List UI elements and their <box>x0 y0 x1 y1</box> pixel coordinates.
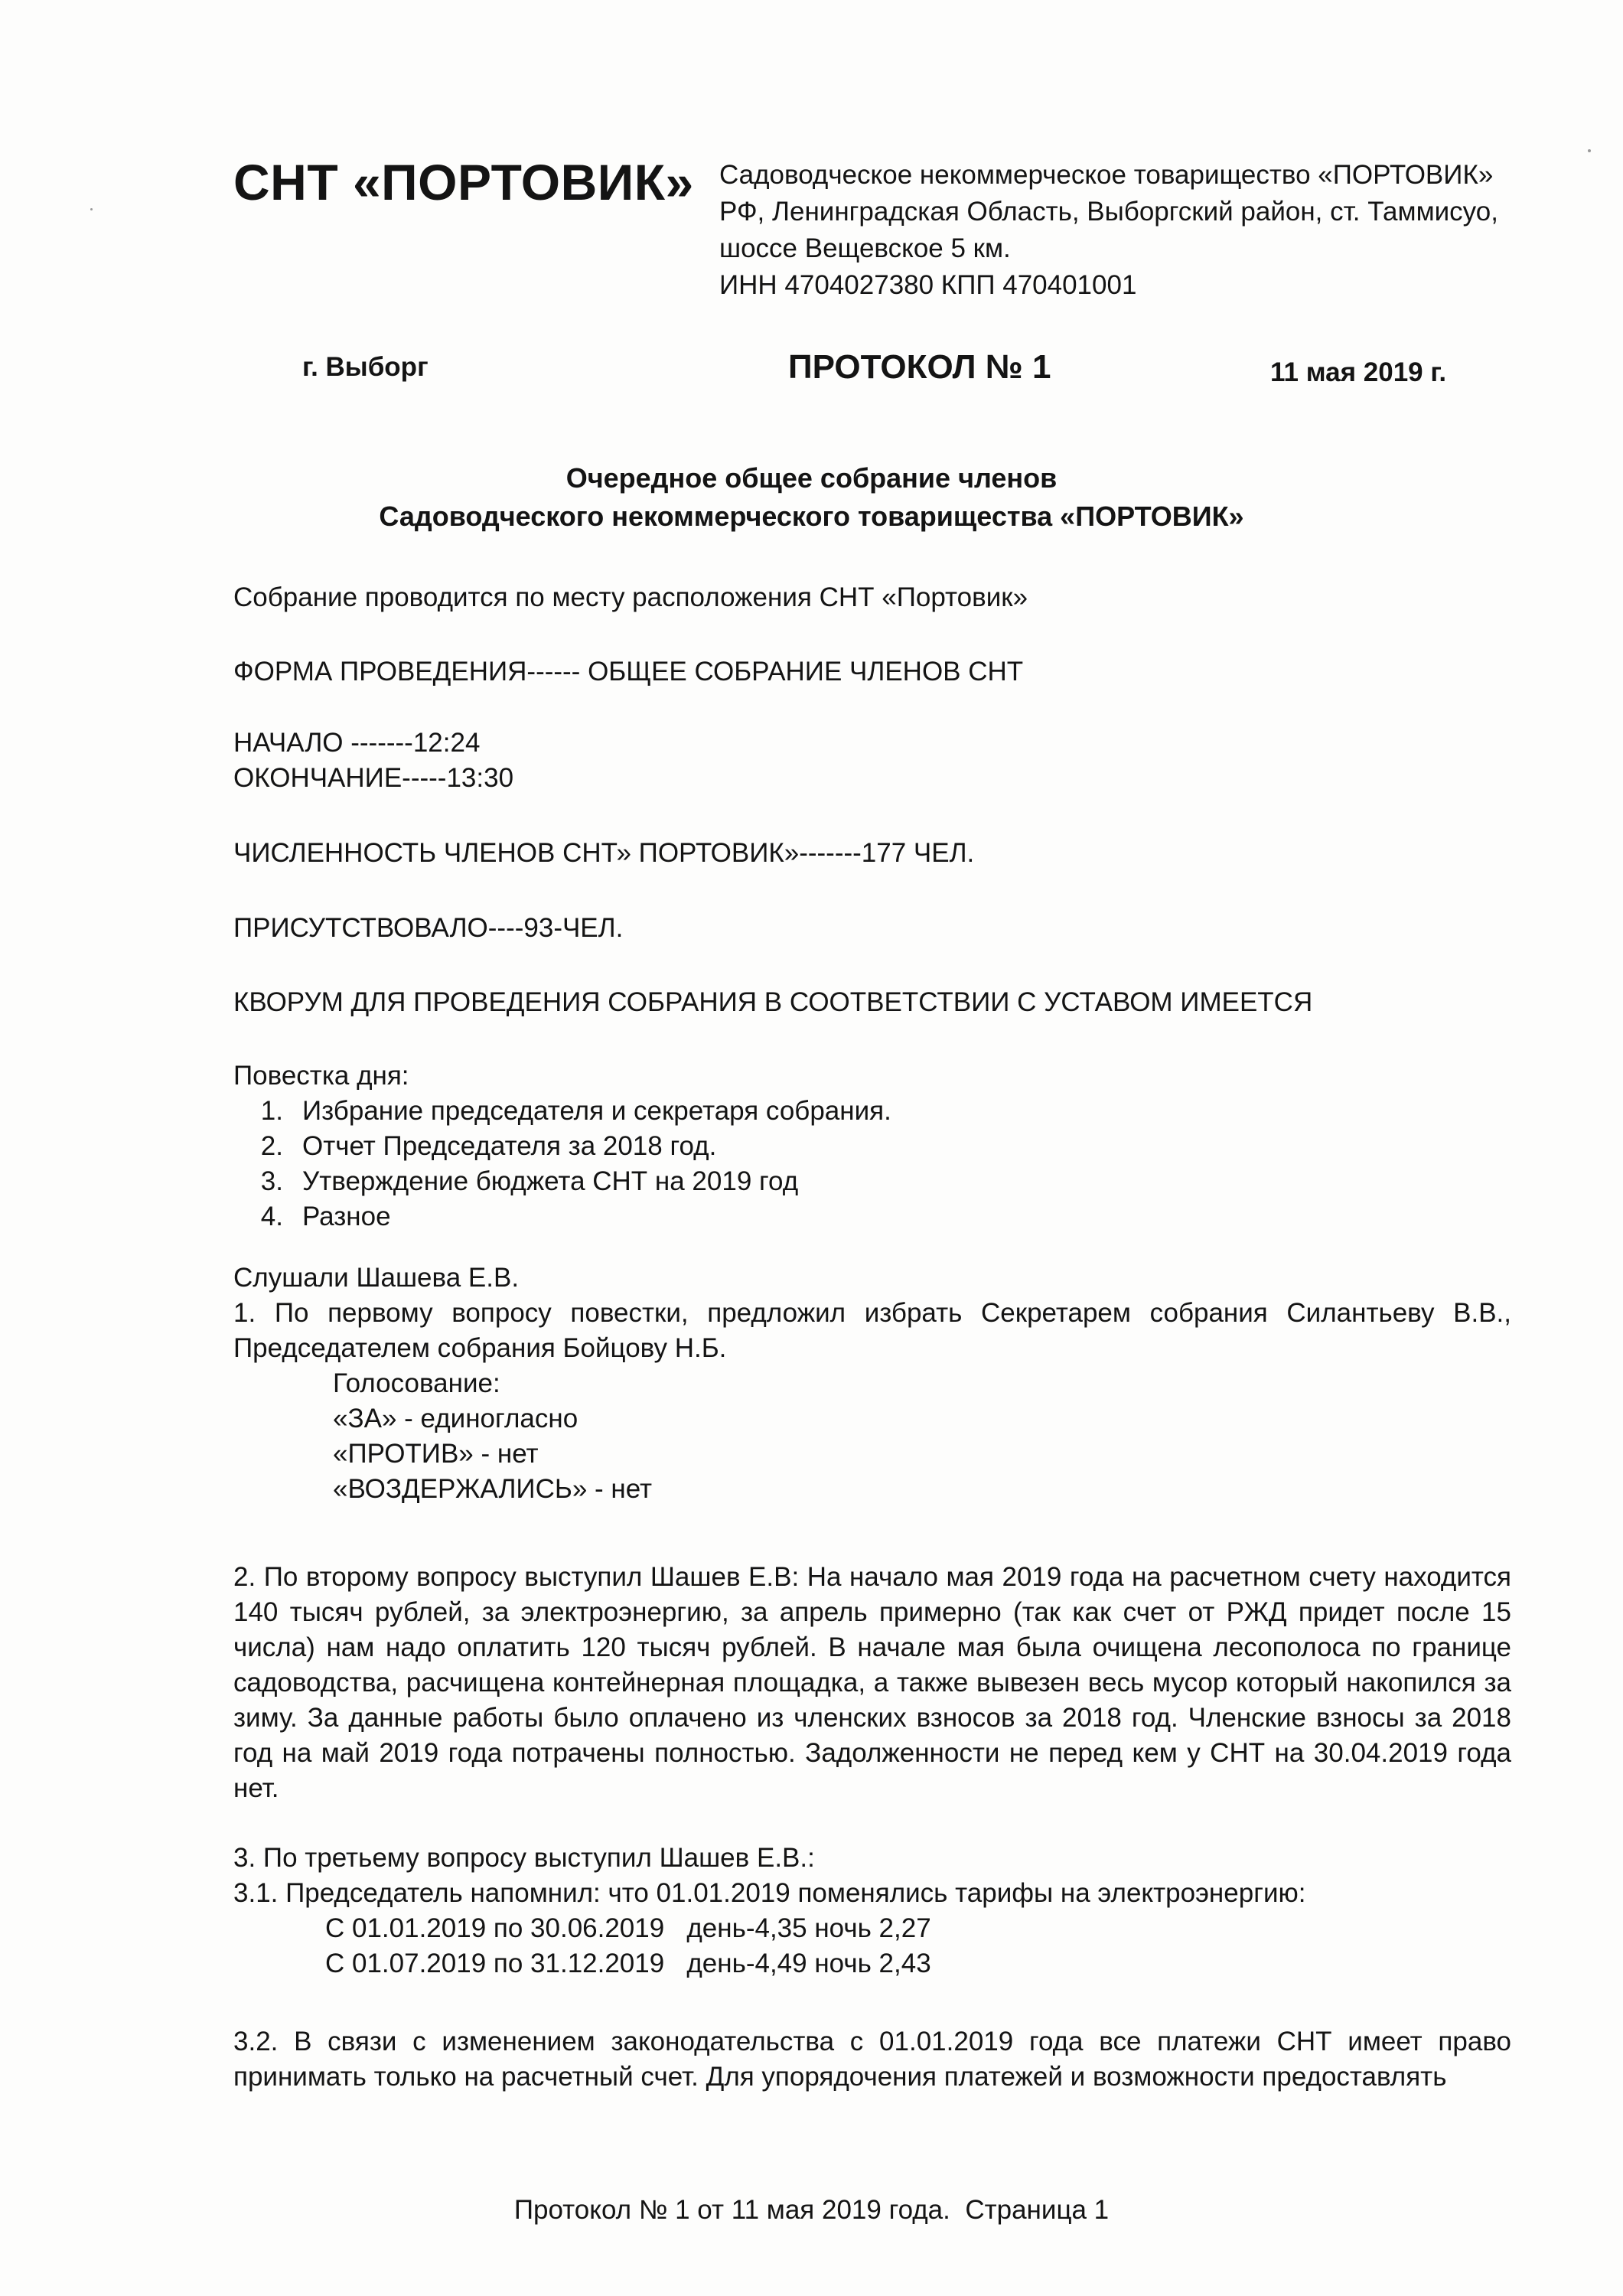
agenda-item-number: 2. <box>260 1131 283 1161</box>
item1-vote <box>233 1366 1511 1507</box>
agenda-item-number: 1. <box>260 1096 283 1126</box>
org-details-line: шоссе Вещевское 5 км. <box>719 233 1011 263</box>
item3-section <box>233 1841 1511 1981</box>
agenda <box>233 1058 1511 1234</box>
agenda-item <box>233 1094 1511 1129</box>
agenda-list <box>233 1094 1511 1234</box>
agenda-item-number: 3. <box>260 1166 283 1196</box>
org-details <box>719 157 1498 304</box>
vote-heading: Голосование: <box>333 1368 500 1398</box>
meeting-times <box>233 726 1511 796</box>
agenda-heading: Повестка дня: <box>233 1061 409 1091</box>
org-details-line: ИНН 4704027380 КПП 470401001 <box>719 270 1137 300</box>
item3-heading: 3. По третьему вопросу выступил Шашев Е.В.: <box>233 1843 815 1873</box>
org-name: СНТ «ПОРТОВИК» <box>233 154 694 210</box>
item1-section <box>233 1261 1511 1507</box>
meeting-start: НАЧАЛО -------12:24 <box>233 728 481 758</box>
agenda-item-text: Утверждение бюджета СНТ на 2019 год <box>302 1166 799 1196</box>
item2-text: 2. По второму вопросу выступил Шашев Е.В: На начало мая 2019 года на расчетном счету находится 140 тысяч рублей, за электроэнергию, за апрель примерно (так как счет от РЖД придет после 15 числа) нам надо оплатить 120 тысяч рублей. В начале мая была очищена лесополоса по границе садоводства, расчищена контейнерная площадка, а также вывезен весь мусор который накопился за зиму. За данные работы было оплачено из членских взносов за 2018 год. Членские взносы за 2018 год на май 2019 года потрачены полностью. Задолженности не перед кем у СНТ на 30.04.2019 года нет. <box>233 1562 1511 1803</box>
protocol-date: 11 мая 2019 г. <box>1270 357 1447 387</box>
agenda-item-number: 4. <box>260 1202 283 1231</box>
item1-text: 1. По первому вопросу повестки, предложил избрать Секретарем собрания Силантьеву В.В., Председателем собрания Бойцову Н.Б. <box>233 1298 1511 1363</box>
agenda-item <box>233 1199 1511 1234</box>
vote-for: «ЗА» - единогласно <box>333 1404 578 1433</box>
item3-sub1: 3.1. Председатель напомнил: что 01.01.2019 поменялись тарифы на электроэнергию: <box>233 1878 1306 1908</box>
scan-speck <box>1588 149 1591 152</box>
agenda-item-text: Разное <box>302 1202 391 1231</box>
present-count: ПРИСУТСТВОВАЛО----93-ЧЕЛ. <box>233 913 624 943</box>
meeting-title-line: Садоводческого некоммерческого товарищества «ПОРТОВИК» <box>379 501 1244 532</box>
protocol-title: ПРОТОКОЛ № 1 <box>788 348 1051 386</box>
tariff-line: С 01.07.2019 по 31.12.2019 день-4,49 ночь 2,43 <box>325 1949 931 1978</box>
members-count: ЧИСЛЕННОСТЬ ЧЛЕНОВ СНТ» ПОРТОВИК»-------177 ЧЕЛ. <box>233 838 975 868</box>
agenda-item <box>233 1129 1511 1164</box>
item3-sub2: 3.2. В связи с изменением законодательства с 01.01.2019 года все платежи СНТ имеет право принимать только на расчетный счет. Для упорядочения платежей и возможности предоставлять <box>233 2027 1511 2092</box>
meeting-title-line: Очередное общее собрание членов <box>565 462 1058 494</box>
tariff-line: С 01.01.2019 по 30.06.2019 день-4,35 ночь 2,27 <box>325 1913 931 1943</box>
page-footer: Протокол № 1 от 11 мая 2019 года. Страница 1 <box>513 2195 1110 2225</box>
org-details-line: Садоводческое некоммерческое товарищество «ПОРТОВИК» <box>719 160 1494 190</box>
agenda-item <box>233 1164 1511 1199</box>
meeting-form: ФОРМА ПРОВЕДЕНИЯ------ ОБЩЕЕ СОБРАНИЕ ЧЛЕНОВ СНТ <box>233 657 1024 687</box>
meeting-end: ОКОНЧАНИЕ-----13:30 <box>233 763 514 793</box>
vote-against: «ПРОТИВ» - нет <box>333 1439 539 1469</box>
protocol-city: г. Выборг <box>302 352 429 382</box>
vote-abstain: «ВОЗДЕРЖАЛИСЬ» - нет <box>333 1474 653 1504</box>
meeting-title <box>0 459 1623 536</box>
agenda-item-text: Избрание председателя и секретаря собрания. <box>302 1096 891 1126</box>
org-details-line: РФ, Ленинградская Область, Выборгский район, ст. Таммисуо, <box>719 197 1498 227</box>
quorum-statement: КВОРУМ ДЛЯ ПРОВЕДЕНИЯ СОБРАНИЯ В СООТВЕТСТВИИ С УСТАВОМ ИМЕЕТСЯ <box>233 987 1313 1017</box>
agenda-item-text: Отчет Председателя за 2018 год. <box>302 1131 717 1161</box>
scan-speck <box>90 208 93 210</box>
meeting-location: Собрание проводится по месту расположения СНТ «Портовик» <box>233 582 1028 612</box>
item1-heard: Слушали Шашева Е.В. <box>233 1263 520 1293</box>
